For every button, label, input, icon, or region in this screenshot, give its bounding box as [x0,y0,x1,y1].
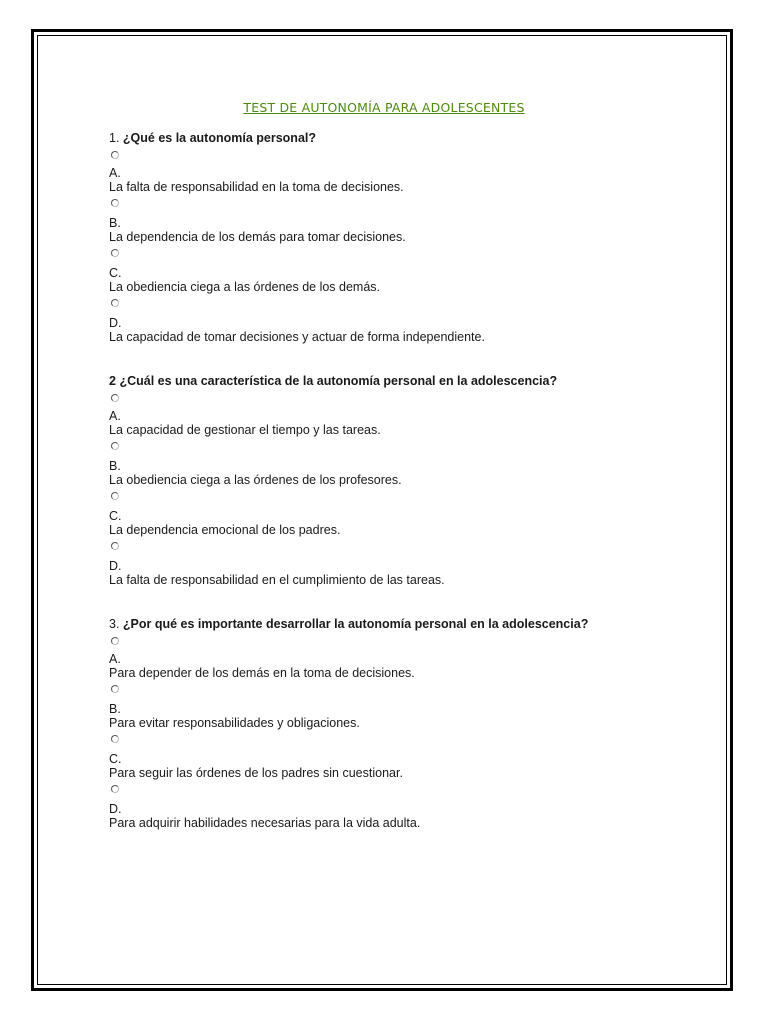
question-1-heading: 1. ¿Qué es la autonomía personal? [109,131,317,145]
question-3-option-d: D. Para adquirir habilidades necesarias para la vida adulta. [109,780,709,830]
question-3 [109,616,709,830]
question-2-option-c: C. La dependencia emocional de los padres. [109,487,709,537]
question-2-option-b: B. La obediencia ciega a las órdenes de los profesores. [109,437,709,487]
document-title: TEST DE AUTONOMÍA PARA ADOLESCENTES [243,100,525,115]
question-2 [109,373,709,587]
question-2-heading: 2 ¿Cuál es una característica de la autonomía personal en la adolescencia? [109,374,558,388]
radio-button-icon[interactable] [111,542,119,550]
radio-button-icon[interactable] [111,735,119,743]
radio-button-icon[interactable] [111,299,119,307]
question-2-option-a: A. La capacidad de gestionar el tiempo y las tareas. [109,389,709,437]
radio-button-icon[interactable] [111,249,119,257]
question-3-heading: 3. ¿Por qué es importante desarrollar la autonomía personal en la adolescencia? [109,617,589,631]
question-2-option-d: D. La falta de responsabilidad en el cumplimiento de las tareas. [109,537,709,587]
question-1-option-c: C. La obediencia ciega a las órdenes de los demás. [109,244,709,294]
question-1-option-d: D. La capacidad de tomar decisiones y actuar de forma independiente. [109,294,709,344]
question-3-option-c: C. Para seguir las órdenes de los padres sin cuestionar. [109,730,709,780]
question-1 [109,130,709,344]
question-1-option-a: A. La falta de responsabilidad en la toma de decisiones. [109,146,709,194]
question-3-option-b: B. Para evitar responsabilidades y obligaciones. [109,680,709,730]
question-1-option-b: B. La dependencia de los demás para tomar decisiones. [109,194,709,244]
radio-button-icon[interactable] [111,151,119,159]
radio-button-icon[interactable] [111,394,119,402]
quiz-content [109,130,709,830]
question-3-option-a: A. Para depender de los demás en la toma de decisiones. [109,632,709,680]
radio-button-icon[interactable] [111,785,119,793]
radio-button-icon[interactable] [111,442,119,450]
radio-button-icon[interactable] [111,685,119,693]
radio-button-icon[interactable] [111,492,119,500]
radio-button-icon[interactable] [111,637,119,645]
radio-button-icon[interactable] [111,199,119,207]
